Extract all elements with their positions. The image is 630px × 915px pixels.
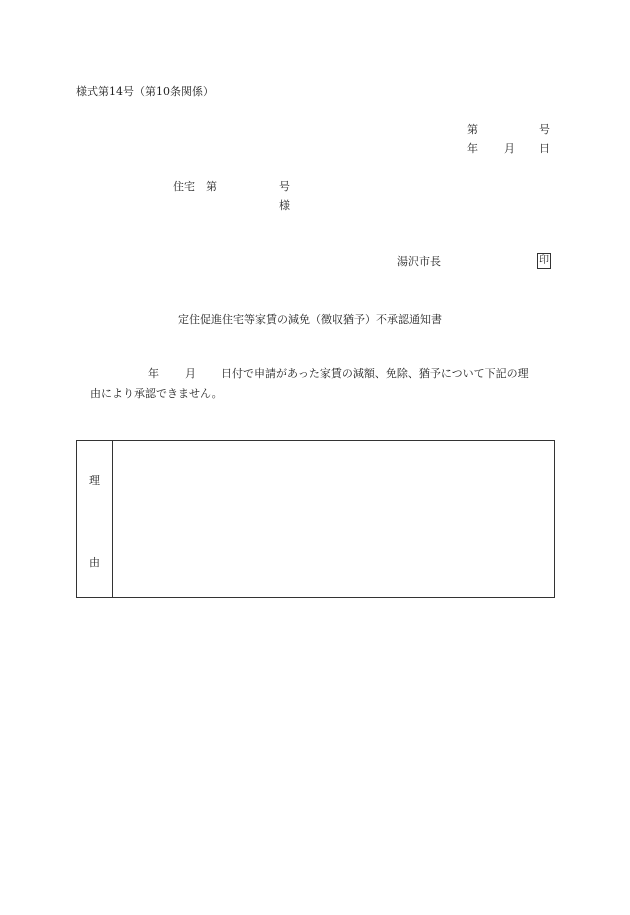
date-year: 年 xyxy=(467,142,478,155)
addressee-number-prefix: 第 xyxy=(206,180,217,193)
reason-label-top: 理 xyxy=(89,474,100,487)
form-label: 様式第14号（第10条関係） xyxy=(76,85,214,98)
reason-input-area[interactable] xyxy=(113,441,554,597)
doc-number-prefix: 第 xyxy=(467,123,478,136)
addressee-number-suffix: 号 xyxy=(279,180,290,193)
seal-mark: 印 xyxy=(537,253,551,269)
body-year: 年 xyxy=(148,367,159,380)
reason-label-bottom: 由 xyxy=(89,556,100,569)
addressee-housing: 住宅 xyxy=(173,180,195,193)
doc-number-suffix: 号 xyxy=(539,123,550,136)
date-day: 日 xyxy=(539,142,550,155)
reason-table xyxy=(76,440,555,598)
body-line2: 由により承認できません。 xyxy=(90,387,223,400)
body-month: 月 xyxy=(185,367,196,380)
issuer-title: 湯沢市長 xyxy=(397,255,441,268)
body-line1-rest: 日付で申請があった家賃の減額、免除、猶予について下記の理 xyxy=(221,367,529,380)
document-title: 定住促進住宅等家賃の減免（徴収猶予）不承認通知書 xyxy=(178,313,442,326)
date-month: 月 xyxy=(504,142,515,155)
addressee-honorific: 様 xyxy=(279,199,290,212)
